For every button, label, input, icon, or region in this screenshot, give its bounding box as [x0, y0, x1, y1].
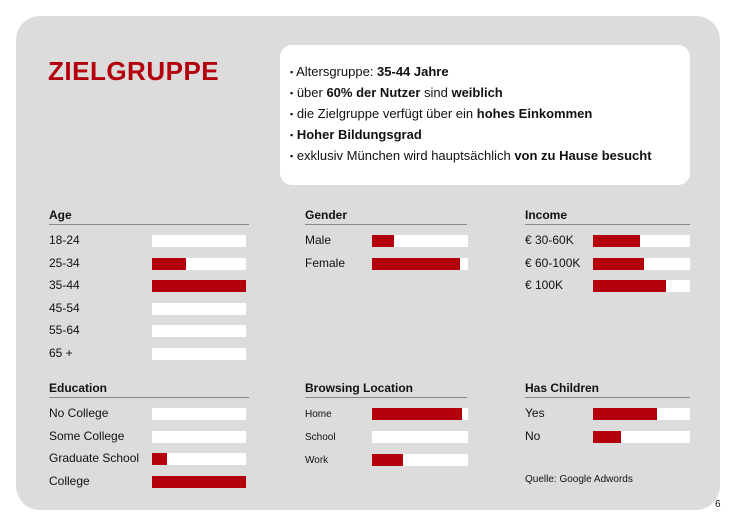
bar-track — [372, 408, 468, 420]
section-children — [525, 381, 690, 452]
bar-track — [152, 348, 246, 360]
bar-fill — [593, 235, 640, 247]
bullet-emphasis: von zu Hause besucht — [514, 148, 652, 163]
row-label: No — [525, 429, 541, 443]
row-label: Some College — [49, 428, 125, 443]
bar-track — [152, 235, 246, 247]
bar-track — [372, 431, 468, 443]
section-heading: Income — [525, 208, 690, 225]
summary-bullet — [290, 103, 680, 124]
bar-track — [152, 453, 246, 465]
bar-fill — [152, 476, 246, 488]
bullet-marker: ▪ — [290, 151, 294, 161]
row-label: 65 + — [49, 346, 73, 360]
row-label: 18-24 — [49, 233, 80, 247]
bar-fill — [372, 408, 462, 420]
row-label: Male — [305, 233, 332, 247]
bar-row — [305, 429, 467, 445]
row-label: Female — [305, 255, 346, 270]
section-browsing — [305, 381, 467, 475]
summary-bullet — [290, 82, 680, 103]
bar-fill — [372, 258, 460, 270]
bar-fill — [593, 431, 621, 443]
bullet-text: die Zielgruppe verfügt über ein — [293, 106, 477, 121]
bullet-text: sind — [420, 85, 452, 100]
bar-row — [305, 256, 467, 272]
bullet-text: Altersgruppe: — [293, 64, 378, 79]
bar-row — [49, 301, 249, 317]
bar-row — [525, 233, 690, 249]
bullet-emphasis: weiblich — [451, 85, 503, 100]
bar-track — [152, 303, 246, 315]
row-label: Home — [305, 409, 332, 420]
bar-row — [305, 233, 467, 249]
bar-fill — [152, 258, 186, 270]
bar-track — [152, 431, 246, 443]
section-heading: Education — [49, 381, 249, 398]
summary-bullet — [290, 124, 680, 145]
section-heading: Has Children — [525, 381, 690, 398]
row-label: Graduate School — [49, 451, 140, 466]
section-income — [525, 208, 690, 301]
bar-track — [593, 408, 690, 420]
page-title: ZIELGRUPPE — [48, 56, 220, 86]
section-gender — [305, 208, 467, 278]
bullet-marker: ▪ — [290, 130, 294, 140]
row-label: 35-44 — [49, 278, 80, 293]
bar-track — [593, 235, 690, 247]
bullet-marker: ▪ — [290, 109, 294, 119]
bullet-emphasis: Hoher Bildungsgrad — [293, 127, 422, 142]
bar-row — [49, 346, 249, 362]
source-note: Quelle: Google Adwords — [525, 474, 633, 485]
bar-row — [49, 451, 249, 467]
row-label: College — [49, 473, 90, 488]
bullet-emphasis: 60% der Nutzer — [326, 85, 421, 100]
row-label: No College — [49, 406, 109, 420]
bar-row — [49, 233, 249, 249]
bar-fill — [152, 280, 246, 292]
row-label: 25-34 — [49, 255, 80, 270]
row-label: Work — [305, 455, 329, 466]
bar-fill — [593, 258, 644, 270]
row-label: € 30-60K — [525, 233, 574, 247]
bar-track — [152, 408, 246, 420]
summary-bullet — [290, 145, 680, 166]
bar-track — [152, 258, 246, 270]
bar-row — [525, 429, 690, 445]
bar-row — [49, 256, 249, 272]
bar-row — [49, 429, 249, 445]
bar-track — [593, 280, 690, 292]
bar-track — [593, 431, 690, 443]
page-number: 6 — [715, 499, 721, 510]
bullet-text: exklusiv München wird hauptsächlich — [293, 148, 515, 163]
row-label: € 60-100K — [525, 255, 581, 270]
summary-bullet — [290, 61, 680, 82]
bullet-emphasis: hohes Einkommen — [476, 106, 593, 121]
bar-track — [372, 258, 468, 270]
row-label: 45-54 — [49, 300, 80, 315]
bar-track — [152, 325, 246, 337]
summary-box — [280, 45, 690, 185]
bar-track — [152, 476, 246, 488]
bullet-text: über — [293, 85, 327, 100]
row-label: 55-64 — [49, 323, 80, 338]
bar-track — [152, 280, 246, 292]
bullet-marker: ▪ — [290, 67, 294, 77]
bar-fill — [152, 453, 167, 465]
bar-row — [525, 278, 690, 294]
bar-track — [593, 258, 690, 270]
bar-fill — [593, 408, 657, 420]
section-heading: Browsing Location — [305, 381, 467, 398]
bar-row — [49, 323, 249, 339]
row-label: Yes — [525, 406, 545, 420]
bullet-emphasis: 35-44 Jahre — [377, 64, 449, 79]
bar-row — [49, 474, 249, 490]
bar-fill — [372, 454, 403, 466]
section-age — [49, 208, 249, 369]
section-heading: Age — [49, 208, 249, 225]
section-heading: Gender — [305, 208, 467, 225]
bar-fill — [593, 280, 666, 292]
bar-track — [372, 235, 468, 247]
bar-row — [305, 406, 467, 422]
bar-row — [49, 278, 249, 294]
row-label: School — [305, 432, 336, 443]
bar-row — [305, 452, 467, 468]
bar-row — [525, 256, 690, 272]
bar-track — [372, 454, 468, 466]
bar-row — [525, 406, 690, 422]
section-education — [49, 381, 249, 496]
row-label: € 100K — [525, 278, 564, 293]
bar-row — [49, 406, 249, 422]
bullet-marker: ▪ — [290, 88, 294, 98]
bar-fill — [372, 235, 394, 247]
